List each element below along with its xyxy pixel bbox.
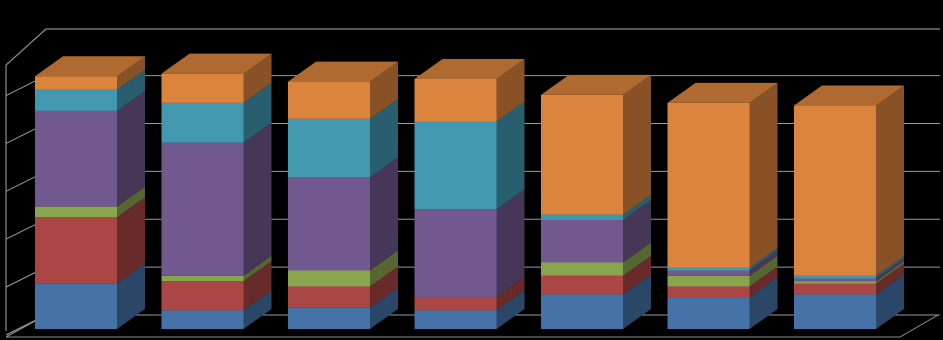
bar-segment-side xyxy=(244,123,272,276)
bar-segment xyxy=(35,207,117,218)
bar-segment xyxy=(288,82,370,119)
bar-segment xyxy=(415,122,497,210)
bar-segment-side xyxy=(750,83,778,268)
bar-segment xyxy=(415,79,497,122)
bar-segment xyxy=(668,297,750,329)
bar-segment xyxy=(162,276,244,281)
bar-segment xyxy=(288,177,370,270)
bar-segment xyxy=(415,209,497,297)
bar-segment xyxy=(668,103,750,268)
bar-segment xyxy=(288,308,370,329)
bar-segment xyxy=(35,284,117,329)
bar-stack xyxy=(162,54,272,329)
bar-segment-side xyxy=(876,86,904,276)
bar-segment xyxy=(794,284,876,295)
bar-segment xyxy=(794,106,876,276)
bar-segment xyxy=(541,276,623,295)
bar-segment xyxy=(162,281,244,310)
bar-segment-side xyxy=(623,75,651,215)
bar-stack xyxy=(794,86,904,329)
bar-segment xyxy=(541,294,623,329)
bar-segment xyxy=(668,270,750,275)
bar-segment-side xyxy=(117,91,145,207)
bar-segment xyxy=(162,103,244,143)
bar-stacks xyxy=(35,54,904,329)
bar-segment xyxy=(288,286,370,307)
bar-stack xyxy=(35,56,145,329)
bar-segment xyxy=(35,76,117,89)
bar-segment xyxy=(415,310,497,329)
bar-stack xyxy=(415,59,525,329)
bar-stack xyxy=(541,75,651,329)
bar-segment xyxy=(794,294,876,329)
bar-segment xyxy=(541,220,623,263)
bar-stack xyxy=(288,62,398,329)
bar-segment xyxy=(668,268,750,271)
bar-segment xyxy=(541,263,623,276)
bar-stack xyxy=(668,83,778,329)
bar-segment xyxy=(541,95,623,215)
bar-segment xyxy=(35,90,117,111)
bar-segment xyxy=(288,119,370,178)
bar-segment xyxy=(541,215,623,220)
bar-segment xyxy=(162,310,244,329)
bar-segment xyxy=(35,111,117,207)
bar-segment xyxy=(35,217,117,284)
bar-segment xyxy=(162,74,244,103)
bar-segment xyxy=(794,276,876,279)
bar-segment xyxy=(668,276,750,287)
bar-segment xyxy=(668,286,750,297)
bar-segment xyxy=(794,278,876,281)
bar-segment xyxy=(162,143,244,276)
bar-segment xyxy=(415,297,497,310)
bar-segment xyxy=(794,281,876,284)
bar-segment xyxy=(288,270,370,286)
